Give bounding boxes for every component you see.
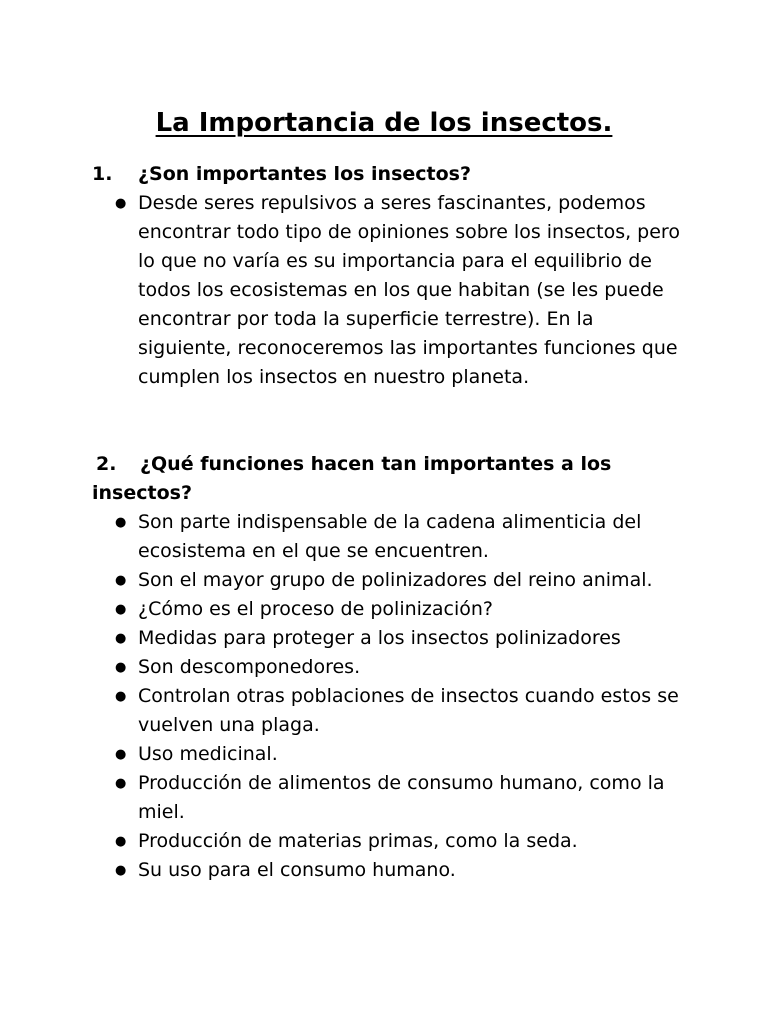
bullet-icon: ● [115,196,127,211]
list-item-text: Producción de alimentos de consumo humano, como la miel. [138,772,665,823]
list-item [92,653,692,682]
bullet-list [92,189,692,392]
bullet-icon: ● [115,834,127,849]
section-number: 1. [92,163,113,185]
bullet-icon: ● [115,660,127,675]
section-number: 2. [96,453,117,475]
bullet-icon: ● [115,631,127,646]
list-item [92,682,692,740]
bullet-icon: ● [115,776,127,791]
list-item [92,856,692,885]
bullet-list [92,508,692,885]
list-item [92,595,692,624]
list-item-text: Uso medicinal. [138,743,278,765]
list-item-text: Medidas para proteger a los insectos polinizadores [138,627,621,649]
list-item [92,566,692,595]
list-item-text: Son el mayor grupo de polinizadores del reino animal. [138,569,653,591]
document-title: La Importancia de los insectos. [155,108,613,139]
list-item [92,624,692,653]
bullet-icon: ● [115,573,127,588]
list-item-text: Desde seres repulsivos a seres fascinantes, podemos encontrar todo tipo de opiniones sobre los insectos, pero lo que no varía es su importancia para el equilibrio de todos los ecosistemas en los que habitan (se les puede encontrar por toda la superficie terrestre). En la siguiente, reconoceremos las importantes funciones que cumplen los insectos en nuestro planeta. [138,192,680,388]
section-1 [92,160,692,392]
section-heading [92,160,692,189]
bullet-icon: ● [115,747,127,762]
bullet-icon: ● [115,602,127,617]
section-2 [92,450,692,885]
list-item [92,508,692,566]
bullet-icon: ● [115,689,127,704]
section-heading [92,450,692,508]
list-item-text: Producción de materias primas, como la seda. [138,830,578,852]
list-item-text: Son parte indispensable de la cadena alimenticia del ecosistema en el que se encuentren. [138,511,642,562]
list-item-text: ¿Cómo es el proceso de polinización? [138,598,494,620]
list-item-text: Controlan otras poblaciones de insectos cuando estos se vuelven una plaga. [138,685,679,736]
section-heading-text: ¿Qué funciones hacen tan importantes a los insectos? [92,453,612,504]
list-item [92,189,692,392]
list-item [92,827,692,856]
section-heading-text: ¿Son importantes los insectos? [138,163,472,185]
bullet-icon: ● [115,863,127,878]
list-item [92,769,692,827]
list-item-text: Su uso para el consumo humano. [138,859,456,881]
list-item-text: Son descomponedores. [138,656,361,678]
list-item [92,740,692,769]
bullet-icon: ● [115,515,127,530]
